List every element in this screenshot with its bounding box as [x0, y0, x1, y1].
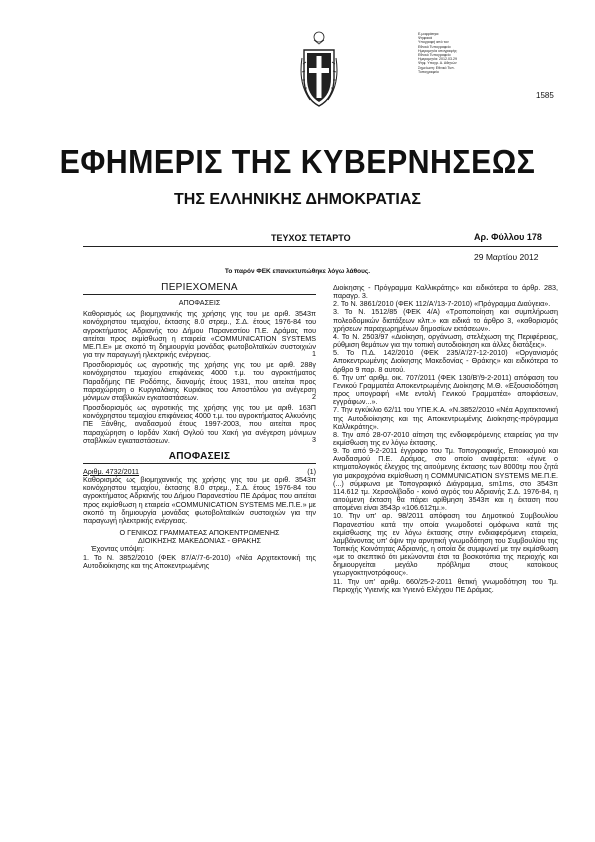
- decisions-title: ΑΠΟΦΑΣΕΙΣ: [83, 453, 316, 464]
- signature-line: Ε.μοφράτηκε: [418, 32, 439, 36]
- contents-entry-page: 1: [312, 349, 316, 359]
- reprint-note: Το παρόν ΦΕΚ επανεκτυπώθηκε λόγω λάθους.: [224, 268, 371, 275]
- signature-line: Σημείωση: Εθνικό Τυπ.: [418, 65, 455, 70]
- consideration-item: Διοίκησης - Πρόγραμμα Καλλικράτης» και ειδικότερα το άρθρ. 283, παραγρ. 3.: [333, 283, 558, 301]
- right-column: [333, 284, 558, 594]
- signature-line: Ψηφ. Υπογρ. Α. Αθηνών: [418, 61, 457, 66]
- decision-number: Αριθμ. 4732/2011: [83, 466, 140, 476]
- issue-date: 29 Μαρτίου 2012: [474, 252, 539, 262]
- contents-entry-text: Καθορισμός ως βιομηχανικής της χρήσης γης του με αριθ. 3543π κοινόχρηστου τεμαχίου, έκτασης 8.0 στρεμ., Σ.Δ. έτους 1976-84 του αγροκτήματος Αδριανής του Δήμου Παρανεστίου Π.Ε. Δράμας που αιτείται προς εκμίσθωση η εταιρεία «COMMUNICATION SYSTEMS ΜΕ.Π.Ε» με σκοπό τη δημιουργία μονάδας φωτοβολταϊκών συστοιχιών για την παραγωγή ηλεκτρικής ενέργειας.: [83, 309, 316, 360]
- signature-line: Ψηφιακά: [418, 36, 433, 41]
- header-rule: [83, 246, 558, 247]
- consideration-item: 9. Το από 9-2-2011 έγγραφο του Τμ. Τοπογραφικής, Εποικισμού και Αναδασμού Π.Ε. Δράμας, στο οποίο αναφέρεται: «έγινε ο κτηματολογικός έλεγχος της αιτούμενης έκτασης των 8000τμ που ζητά για μακροχρόνια εκμίσθωση η COMMUNICATION SYSTEMS ΜΕ.Π.Ε. (...) σύμφωνα με Τοπογραφικό Διάγραμμα, sm1ms, στο 3543π 114.612 τμ. Χερσολίβαδο - κοινό αγρός του Αδριανής Σ.Δ. 1976-84, η αιτούμενη έκταση θα πάρει αρίθμηση 3543π και η έκταση που απομένει είναι 3543ρ «106.612τμ.».: [333, 446, 558, 513]
- authority-line: ΔΙΟΙΚΗΣΗΣ ΜΑΚΕΔΟΝΙΑΣ - ΘΡΑΚΗΣ: [138, 536, 261, 546]
- consideration-item: 6. Την υπ' αριθμ. οικ. 707/2011 (ΦΕΚ 130/Β'/9-2-2011) απόφαση του Γενικού Γραμματέα Αποκεντρωμένης Διοίκησης Μ.Θ. «Εξουσιοδότηση προς υπογραφή «Με εντολή Γενικού Γραμματέα» αποφάσεων, εγγράφων...».: [333, 372, 558, 407]
- consideration-item: 11. Την υπ' αριθμ. 660/25-2-2011 θετική γνωμοδότηση του Τμ. Περιοχής Υγιεινής και Υγιεινό Ελέγχου ΠΕ Δράμας.: [333, 576, 558, 594]
- gazette-subtitle: ΤΗΣ ΕΛΛΗΝΙΚΗΣ ΔΗΜΟΚΡΑΤΙΑΣ: [174, 191, 421, 208]
- consideration-item: 10. Την υπ' αρ. 98/2011 απόφαση του Δημοτικού Συμβουλίου Παρανεστίου κατά την οποία γνωμοδοτεί ομόφωνα κατά της εκμίσθωσης της εν λόγω έκτασης στην ενδιαφερόμενη εταιρεία, λαμβάνοντας υπ' όψιν την αρνητική γνωμοδότηση του Συμβουλίου της Τοπικής Κοινότητας Αδριανής, η οποία δε συμφωνεί με την εκμίσθωση «με το σκεπτικό ότι μειώνονται έτσι τα βοσκοτόπια της περιοχής και δημιουργείται μεγάλο πρόβλημα στους κατοίκους γεωργοκτηνοτρόφους».: [333, 511, 558, 578]
- contents-entry-text: Προσδιορισμός ως αγροτικής της χρήσης γης του με αριθ. 163Π κοινόχρηστου τεμαχίου επιφάνειας 4000 τ.μ. του αγροκτήματος Αλκυόνης ΠΕ Ξάνθης, αναδασμού έτους 1997-2003, που αιτείται προς παραχώρηση ο Ιορδάν Χακή Ογλού του Χακή για ανέγερση μόνιμων σταβλικών εγκαταστάσεων.: [83, 403, 316, 445]
- signature-line: Ημερομηνία: 2012.03.29: [418, 57, 458, 62]
- considering-label: Έχοντας υπόψη:: [91, 544, 145, 554]
- consideration-item: 4. Το Ν. 2503/97 «Διοίκηση, οργάνωση, στελέχωση της Περιφέρειας, ρύθμιση θεμάτων για την τοπική αυτοδιοίκηση και άλλες διατάξεις».: [333, 331, 558, 350]
- signature-line: Υπογραφή από τον: [418, 40, 449, 45]
- signature-line: Εθνικό Τυπογραφείο: [418, 53, 451, 58]
- contents-entry-page: 2: [312, 391, 316, 401]
- contents-rule: [83, 294, 316, 295]
- consideration-item: 3. Το Ν. 1512/85 (ΦΕΚ 4/Α) «Τροποποίηση και συμπλήρωση πολεοδομικών διατάξεων κλπ.» και ειδικά το άρθρο 3, «καθορισμός χρήσεων παραχωρημένων δημοσίων εκτάσεων».: [333, 307, 558, 333]
- issue-type: ΤΕΥΧΟΣ ΤΕΤΑΡΤΟ: [271, 233, 351, 243]
- consideration-item: 1. Το Ν. 3852/2010 (ΦΕΚ 87/Α'/7-6-2010) «Νέα Αρχιτεκτονική της Αυτοδιοίκησης και της Αποκεντρωμένης: [83, 552, 316, 570]
- issue-number: Αρ. Φύλλου 178: [474, 232, 542, 242]
- contents-entry[interactable]: [83, 404, 316, 445]
- contents-entry[interactable]: [83, 310, 316, 359]
- consideration-item: 5. Το Π.Δ. 142/2010 (ΦΕΚ 235/Α'/27-12-2010) «Οργανισμός Αποκεντρωμένης Διοίκησης Μακεδονίας - Θράκης» και ειδικότερα το άρθρο 9 παρ. 8 αυτού.: [333, 348, 558, 374]
- authority-line: Ο ΓΕΝΙΚΟΣ ΓΡΑΜΜΑΤΕΑΣ ΑΠΟΚΕΝΤΡΩΜΕΝΗΣ: [119, 528, 280, 538]
- decision-summary: Καθορισμός ως βιομηχανικής της χρήσης γης του με αριθ. 3543π κοινόχρηστου τεμαχίου, έκτασης 8.0 στρεμ., Σ.Δ. έτους 1976-84 του αγροκτήματος Αδριανής του Δήμου Παρανεστίου ΠΕ Δράμας που αιτείται προς εκμίσθωση η εταιρεία «COMMUNICATION SYSTEMS ΜΕ.Π.Ε.» με σκοπό τη δημιουργία μονάδας φωτοβολταϊκών συστοιχιών για την παραγωγή ηλεκτρικής ενέργειας.: [83, 475, 316, 525]
- decision-ref: (1): [307, 466, 316, 476]
- signature-line: Εθνικό Τυπογραφείο: [418, 44, 451, 49]
- contents-entry-page: 3: [312, 434, 316, 444]
- contents-title: ΠΕΡΙΕΧΟΜΕΝΑ: [161, 282, 238, 293]
- page-number: 1585: [536, 91, 554, 100]
- gazette-title: ΕΦΗΜΕΡΙΣ ΤΗΣ ΚΥΒΕΡΝΗΣΕΩΣ: [59, 143, 536, 180]
- signature-line: Ημερομηνία υπογραφής:: [418, 48, 458, 53]
- consideration-item: 2. Το Ν. 3861/2010 (ΦΕΚ 112/Α'/13-7-2010) «Πρόγραμμα Διαύγεια».: [333, 299, 551, 309]
- consideration-item: 8. Την από 28-07-2010 αίτηση της ενδιαφερόμενης εταιρείας για την εκμίσθωση της εν λόγω έκτασης.: [333, 429, 558, 447]
- left-column: [83, 284, 316, 570]
- consideration-item: 7. Την εγκύκλιο 62/11 του ΥΠΕ.Κ.Α. «Ν.3852/2010 «Νέα Αρχιτεκτονική της Αυτοδιοίκησης και της Αποκεντρωμένης Διοίκησης-πρόγραμμα Καλλικράτης».: [333, 405, 558, 431]
- contents-decisions-label: ΑΠΟΦΑΣΕΙΣ: [178, 298, 221, 308]
- signature-line: Τυπογραφείο: [418, 69, 439, 74]
- contents-entry-text: Προσδιορισμός ως αγροτικής της χρήσης γης του με αριθ. 288γ κοινόχρηστου τεμαχίου επιφάνειας 4000 τ.μ. του αγροκτήματος Παραδήμης ΠΕ Ροδόπης, διανομής έτους 1931, που αιτείται προς παραχώρηση ο Κυργιαλάκης Κυριάκος του Αποστόλου για ανέγερση μόνιμων σταβλικών εγκαταστάσεων.: [83, 360, 316, 402]
- digital-signature-block: [418, 32, 476, 74]
- contents-entry[interactable]: [83, 361, 316, 402]
- coat-of-arms-emblem: [300, 28, 338, 126]
